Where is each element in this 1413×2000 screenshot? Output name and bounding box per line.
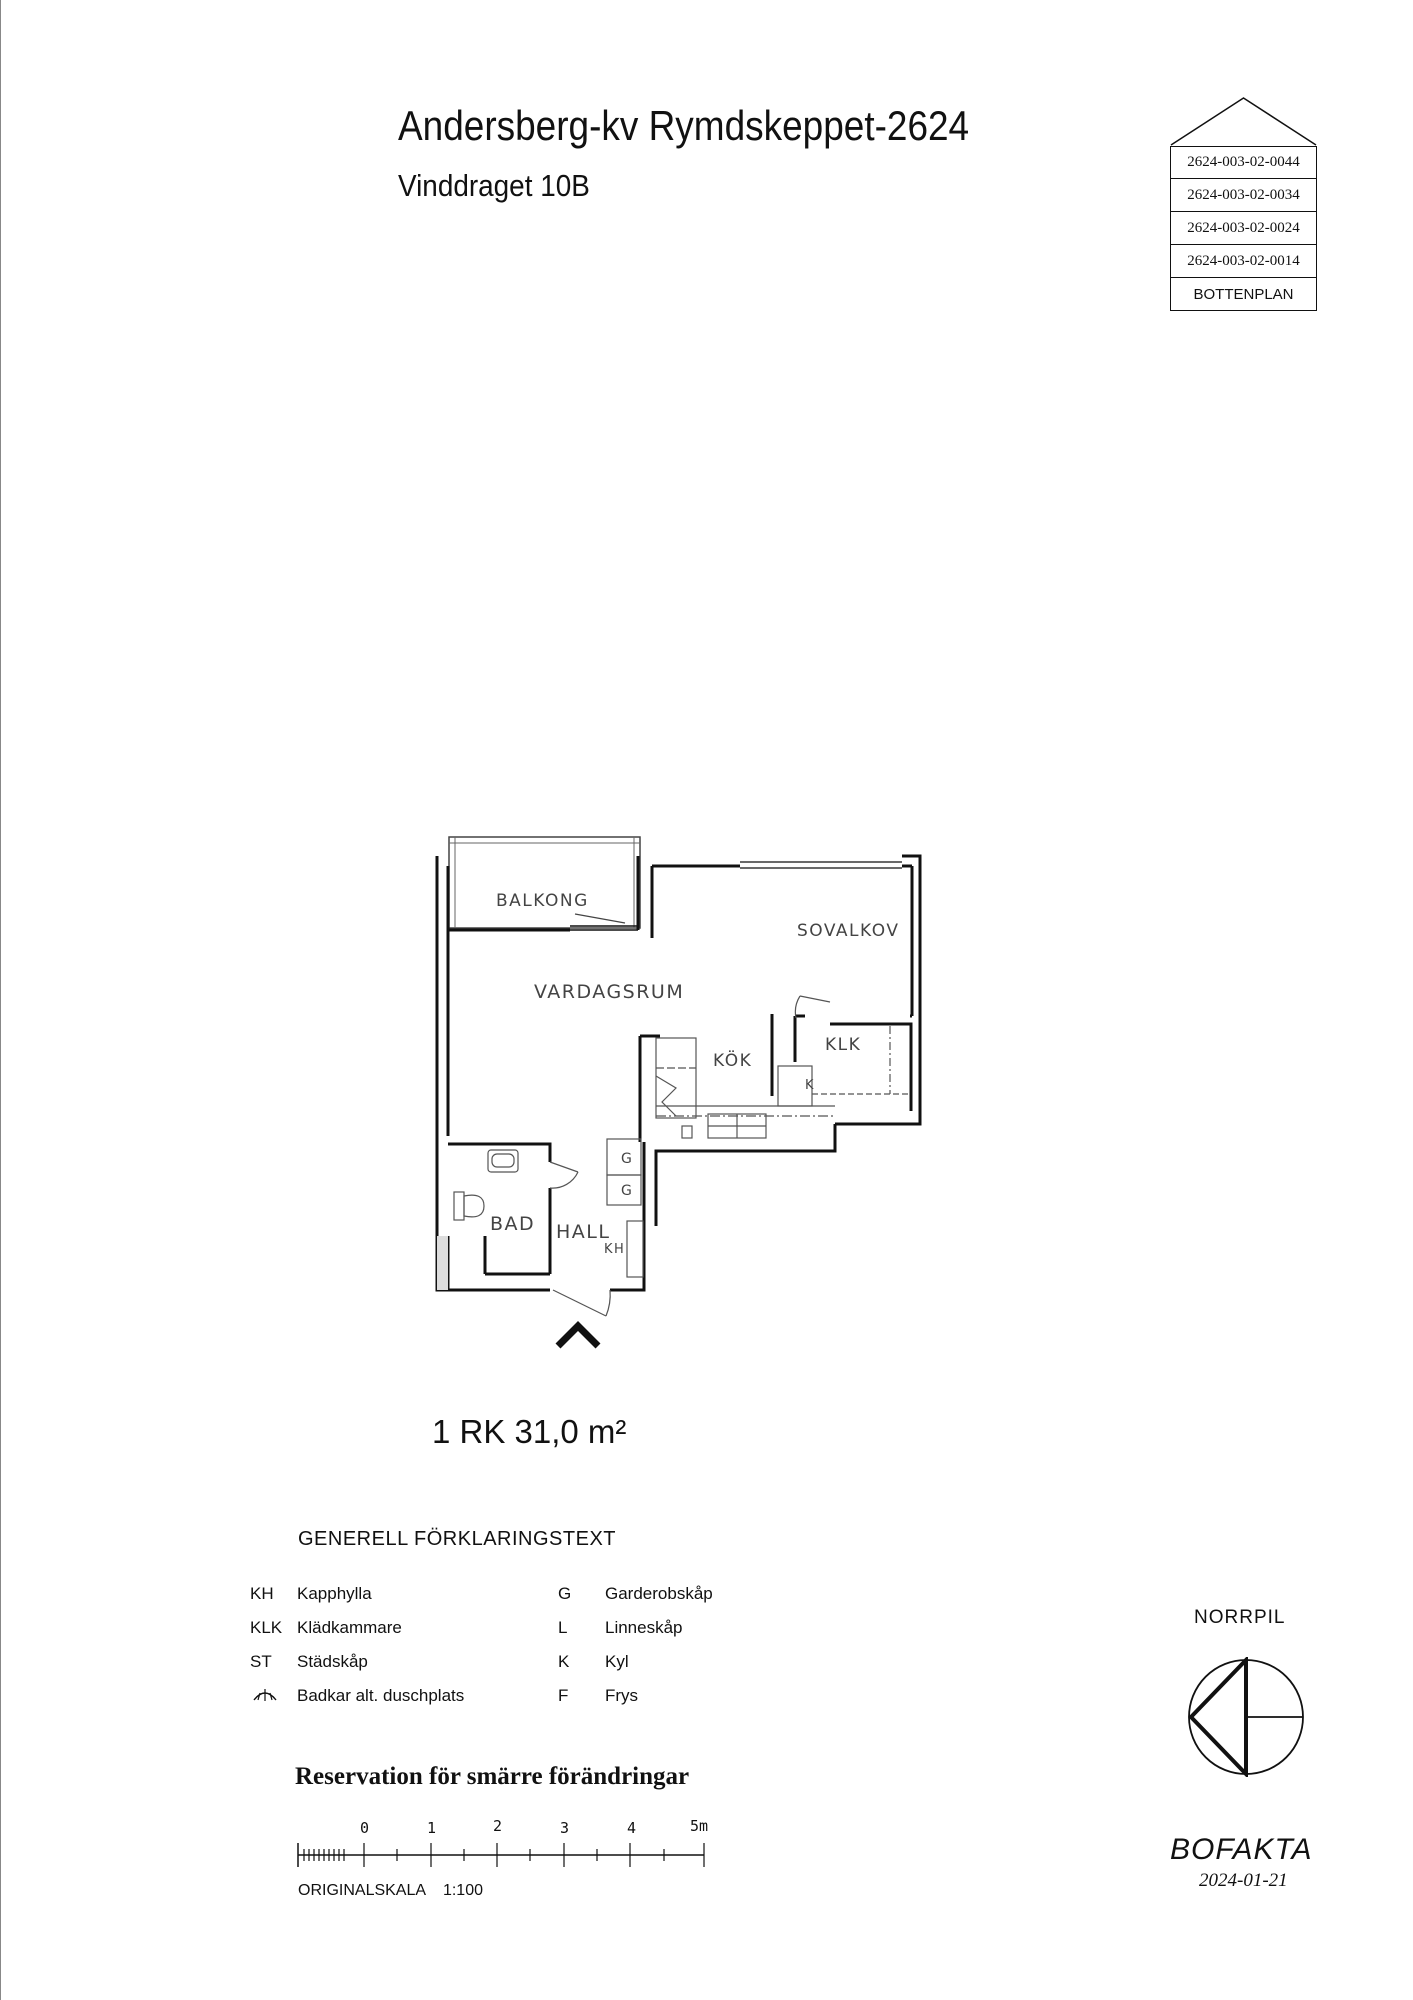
legend-desc: Klädkammare [297, 1618, 402, 1637]
floor-code: 2624-003-02-0044 [1170, 146, 1317, 179]
north-arrow-label: NORRPIL [1194, 1607, 1286, 1628]
scale-tick-label: 0 [360, 1819, 370, 1837]
legend-desc: Badkar alt. duschplats [297, 1686, 465, 1705]
scale-tick-label: 3 [560, 1819, 570, 1837]
floor-code: 2624-003-02-0014 [1170, 245, 1317, 278]
page-edge [0, 0, 1, 2000]
legend [250, 1584, 750, 1704]
legend-desc: Frys [605, 1686, 639, 1705]
room-label-klk: KLK [825, 1035, 862, 1055]
doors [550, 996, 830, 1316]
room-label-hall: HALL [556, 1221, 611, 1243]
legend-desc: Kyl [605, 1652, 629, 1671]
floor-code: 2624-003-02-0034 [1170, 179, 1317, 212]
floor-plan [420, 826, 940, 1356]
brand-name: BOFAKTA [1170, 1833, 1313, 1866]
legend-abbr: KLK [250, 1618, 283, 1637]
address: Vinddraget 10B [398, 168, 590, 203]
reservation-note: Reservation för smärre förändringar [295, 1763, 690, 1790]
legend-abbr: K [558, 1652, 570, 1671]
bathroom-fixtures [454, 1150, 518, 1220]
kitchen-fixtures [656, 1026, 910, 1138]
scale-tick-label: 2 [493, 1817, 503, 1835]
balcony [449, 837, 640, 928]
scale-tick-label: 5m [690, 1817, 709, 1835]
apartment-summary: 1 RK 31,0 m² [432, 1413, 627, 1450]
legend-desc: Kapphylla [297, 1584, 372, 1603]
scale-tick-label: 1 [427, 1819, 437, 1837]
north-arrow-icon [1186, 1657, 1306, 1777]
scale-tick-label: 4 [627, 1819, 637, 1837]
legend-abbr: ST [250, 1652, 272, 1671]
room-label-balkong: BALKONG [496, 891, 589, 911]
wall-fill [437, 1236, 448, 1290]
page-title: Andersberg-kv Rymdskeppet-2624 [398, 102, 970, 149]
roof-icon [1170, 96, 1317, 146]
legend-abbr: F [558, 1686, 569, 1705]
room-label-sovalkov: SOVALKOV [797, 921, 900, 941]
scale-bar [290, 1815, 730, 1875]
floor-code: 2624-003-02-0024 [1170, 212, 1317, 245]
legend-abbr: L [558, 1618, 568, 1637]
room-label-g: G [621, 1151, 634, 1167]
room-label-kh: KH [604, 1242, 626, 1257]
room-label-vardagsrum: VARDAGSRUM [534, 981, 685, 1003]
room-label-k: K [805, 1078, 816, 1093]
scale-label: ORIGINALSKALA 1:100 [298, 1882, 483, 1899]
legend-abbr: G [558, 1584, 572, 1603]
room-label-g: G [621, 1183, 634, 1199]
legend-desc: Städskåp [297, 1652, 368, 1671]
room-label-bad: BAD [490, 1213, 536, 1235]
floor-stack [1170, 96, 1317, 311]
legend-title: GENERELL FÖRKLARINGSTEXT [298, 1528, 616, 1550]
brand-date: 2024-01-21 [1199, 1870, 1288, 1891]
legend-desc: Linneskåp [605, 1618, 683, 1637]
floor-level-label: BOTTENPLAN [1170, 278, 1317, 311]
room-label-kok: KÖK [713, 1051, 753, 1071]
legend-desc: Garderobskåp [605, 1584, 713, 1603]
shower-icon [252, 1686, 278, 1702]
legend-abbr: KH [250, 1584, 274, 1603]
entrance-arrow-icon [558, 1326, 598, 1346]
